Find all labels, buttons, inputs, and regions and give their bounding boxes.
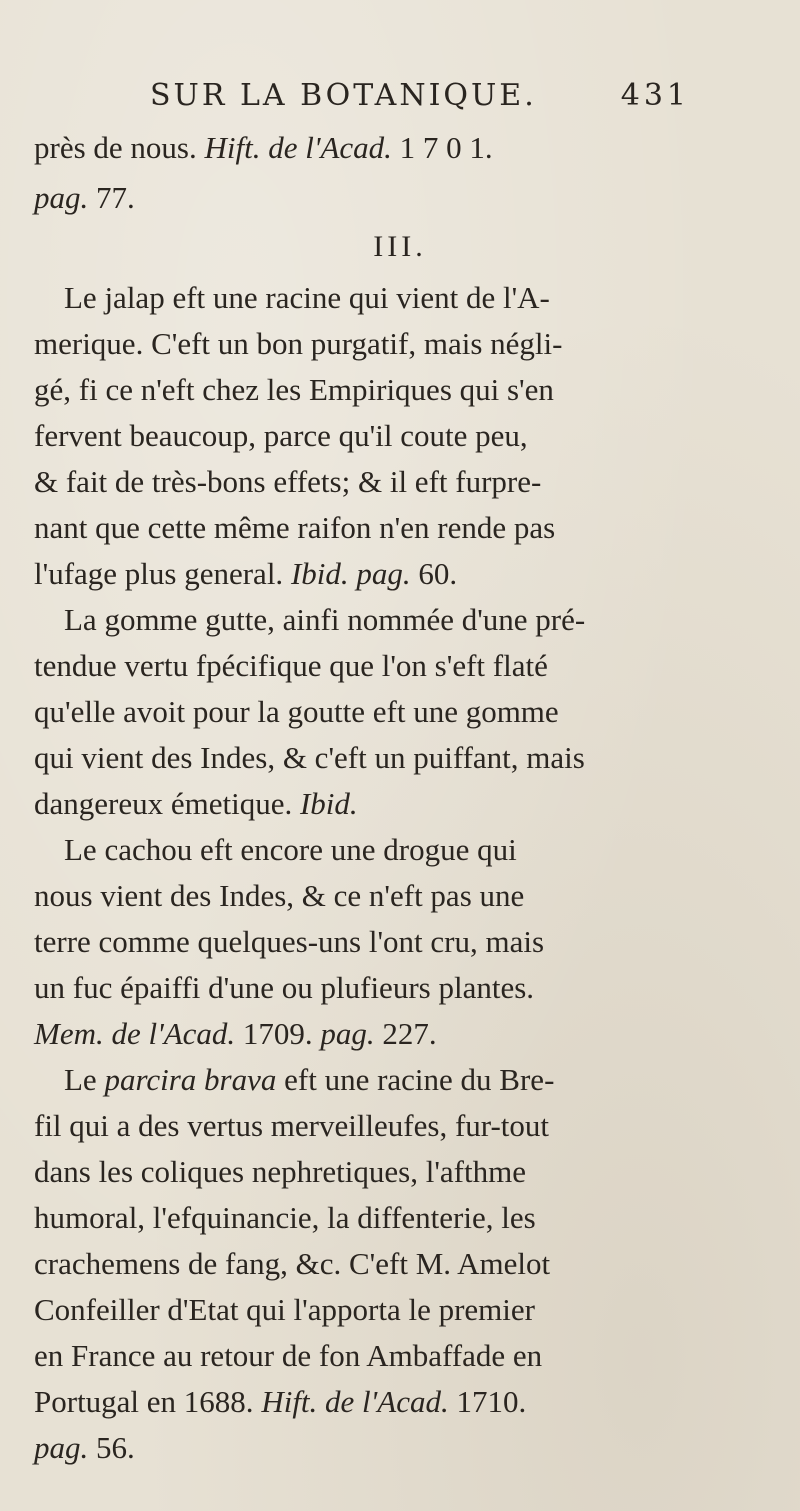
paragraph-start: La gomme gutte, ainfi nommée d'une pré- bbox=[64, 602, 586, 637]
text-line: crachemens de fang, &c. C'eft M. Amelot bbox=[34, 1246, 551, 1281]
text-line: en France au retour de fon Ambaffade en bbox=[34, 1338, 543, 1373]
text-line: près de nous. Hift. de l'Acad. 1 7 0 1. bbox=[34, 130, 493, 165]
text-line: fil qui a des vertus merveilleufes, fur-tout bbox=[34, 1108, 550, 1143]
text-line: Confeiller d'Etat qui l'apporta le premier bbox=[34, 1292, 535, 1327]
text-line: pag. 56. bbox=[34, 1430, 135, 1465]
text-line: dans les coliques nephretiques, l'afthme bbox=[34, 1154, 526, 1189]
text-line: fervent beaucoup, parce qu'il coute peu, bbox=[34, 418, 528, 453]
text-line: qu'elle avoit pour la goutte eft une gomme bbox=[34, 694, 559, 729]
text-line: humoral, l'efquinancie, la diffenterie, les bbox=[34, 1200, 536, 1235]
text-line: l'ufage plus general. Ibid. pag. 60. bbox=[34, 556, 458, 591]
text-line: Mem. de l'Acad. 1709. pag. 227. bbox=[34, 1016, 437, 1051]
paragraph-start: Le parcira brava eft une racine du Bre- bbox=[64, 1062, 555, 1097]
text-line: merique. C'eft un bon purgatif, mais négli- bbox=[34, 326, 563, 361]
text-line: un fuc épaiffi d'une ou plufieurs plantes. bbox=[34, 970, 535, 1005]
text-line: nous vient des Indes, & ce n'eft pas une bbox=[34, 878, 525, 913]
section-number: III. bbox=[373, 230, 427, 263]
page-header bbox=[150, 78, 690, 120]
text-line: gé, fi ce n'eft chez les Empiriques qui s'en bbox=[34, 372, 554, 407]
page-number: 431 bbox=[620, 78, 690, 113]
text-line: qui vient des Indes, & c'eft un puiffant, mais bbox=[34, 740, 585, 775]
text-line: terre comme quelques-uns l'ont cru, mais bbox=[34, 924, 545, 959]
running-title: SUR LA BOTANIQUE. bbox=[150, 78, 537, 113]
text-line: Portugal en 1688. Hift. de l'Acad. 1710. bbox=[34, 1384, 527, 1419]
paragraph-start: Le jalap eft une racine qui vient de l'A- bbox=[64, 280, 550, 315]
text-line: & fait de très-bons effets; & il eft furpre- bbox=[34, 464, 542, 499]
paragraph-start: Le cachou eft encore une drogue qui bbox=[64, 832, 517, 867]
text-line: tendue vertu fpécifique que l'on s'eft flaté bbox=[34, 648, 548, 683]
text-line: dangereux émetique. Ibid. bbox=[34, 786, 358, 821]
text-line: pag. 77. bbox=[34, 180, 135, 215]
text-line: nant que cette même raifon n'en rende pas bbox=[34, 510, 556, 545]
